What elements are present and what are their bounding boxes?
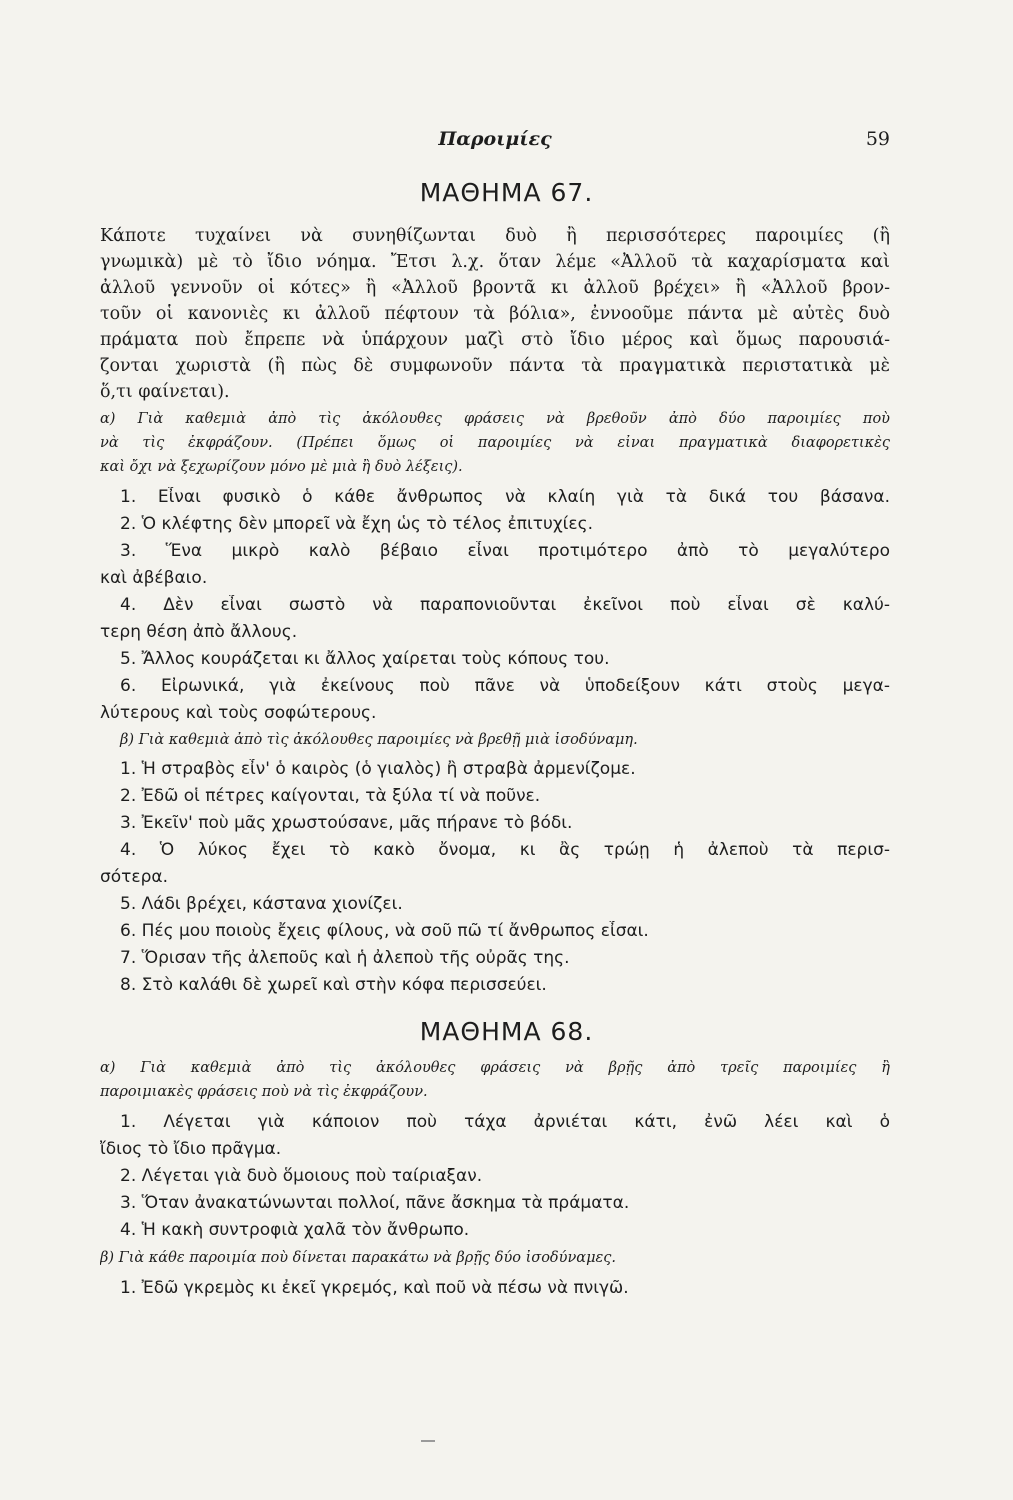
exercise-item: 3. Ἕνα μικρὸ καλὸ βέβαιο εἶναι προτιμότερο ἀπὸ τὸ μεγαλύτερο [120,541,890,561]
proverb-item: 4. Ὁ λύκος ἔχει τὸ κακὸ ὄνομα, κι ἂς τρώῃ ἡ ἀλεποὺ τὰ περισ- [120,840,890,860]
intro-line: γνωμικὰ) μὲ τὸ ἴδιο νόημα. Ἔτσι λ.χ. ὅταν λέμε «Ἀλλοῦ τὰ καχαρίσματα καὶ [100,252,890,272]
lesson-68-heading: ΜΑΘΗΜΑ 68. [419,1017,594,1046]
proverb-item: 5. Λάδι βρέχει, κάστανα χιονίζει. [120,894,403,914]
exercise-item-continuation: τερη θέση ἀπὸ ἄλλους. [100,622,298,642]
instruction-a-line: καὶ ὄχι νὰ ξεχωρίζουν μόνο μὲ μιὰ ἢ δυὸ λέξεις). [100,459,463,475]
exercise-item: 4. Δὲν εἶναι σωστὸ νὰ παραπονιοῦνται ἐκεῖνοι ποὺ εἶναι σὲ καλύ- [120,595,890,615]
exercise-item: 1. Λέγεται γιὰ κάποιον ποὺ τάχα ἀρνιέται κάτι, ἐνῶ λέει καὶ ὁ [120,1112,890,1132]
running-title: Παροιμίες [438,128,552,150]
page-number: 59 [865,128,890,150]
proverb-item: 1. Ἡ στραβὸς εἶν' ὁ καιρὸς (ὁ γιαλὸς) ἢ στραβὰ ἀρμενίζομε. [120,759,636,779]
intro-line: τοῦν οἱ κανονιὲς κι ἀλλοῦ πέφτουν τὰ βόλια», ἐννοοῦμε πάντα μὲ αὐτὲς δυὸ [100,304,890,324]
print-mark [421,1440,435,1442]
instruction-b: β) Γιὰ καθεμιὰ ἀπὸ τὶς ἀκόλουθες παροιμίες νὰ βρεθῇ μιὰ ἰσοδύναμη. [120,732,638,748]
proverb-item: 2. Ἐδῶ οἱ πέτρες καίγονται, τὰ ξύλα τί νὰ ποῦνε. [120,786,541,806]
exercise-item-continuation: καὶ ἀβέβαιο. [100,568,208,588]
intro-line: Κάποτε τυχαίνει νὰ συνηθίζωνται δυὸ ἢ περισσότερες παροιμίες (ἢ [100,226,890,246]
proverb-item: 6. Πές μου ποιοὺς ἔχεις φίλους, νὰ σοῦ πῶ τί ἄνθρωπος εἶσαι. [120,921,649,941]
instruction-a-line: παροιμιακὲς φράσεις ποὺ νὰ τὶς ἐκφράζουν. [100,1084,428,1100]
proverb-item: 8. Στὸ καλάθι δὲ χωρεῖ καὶ στὴν κόφα περισσεύει. [120,975,547,995]
intro-line: πράματα ποὺ ἔπρεπε νὰ ὑπάρχουν μαζὶ στὸ ἴδιο μέρος καὶ ὅμως παρουσιά- [100,330,890,350]
exercise-item: 5. Ἄλλος κουράζεται κι ἄλλος χαίρεται τοὺς κόπους του. [120,649,610,669]
proverb-item-continuation: σότερα. [100,867,168,887]
proverb-item: 7. Ὅρισαν τῆς ἀλεποῦς καὶ ἡ ἀλεποὺ τῆς οὐρᾶς της. [120,948,570,968]
running-header [100,128,890,158]
exercise-item-continuation: ἴδιος τὸ ἴδιο πρᾶγμα. [100,1139,282,1159]
exercise-item-continuation: λύτερους καὶ τοὺς σοφώτερους. [100,703,377,723]
proverb-item: 3. Ἐκεῖν' ποὺ μᾶς χρωστούσανε, μᾶς πήρανε τὸ βόδι. [120,813,573,833]
instruction-a-line: α) Γιὰ καθεμιὰ ἀπὸ τὶς ἀκόλουθες φράσεις νὰ βρῇς ἀπὸ τρεῖς παροιμίες ἢ [100,1060,890,1076]
intro-line: ἀλλοῦ γεννοῦν οἱ κότες» ἢ «Ἀλλοῦ βροντᾶ κι ἀλλοῦ βρέχει» ἢ «Ἀλλοῦ βρον- [100,278,890,298]
instruction-a-line: νὰ τὶς ἐκφράζουν. (Πρέπει ὅμως οἱ παροιμίες νὰ εἶναι πραγματικὰ διαφορετικὲς [100,435,890,451]
exercise-item: 4. Ἡ κακὴ συντροφιὰ χαλᾶ τὸν ἄνθρωπο. [120,1220,470,1240]
instruction-b: β) Γιὰ κάθε παροιμία ποὺ δίνεται παρακάτω νὰ βρῇς δύο ἰσοδύναμες. [100,1250,617,1266]
lesson-67-heading: ΜΑΘΗΜΑ 67. [419,178,594,207]
instruction-a-line: α) Γιὰ καθεμιὰ ἀπὸ τὶς ἀκόλουθες φράσεις νὰ βρεθοῦν ἀπὸ δύο παροιμίες ποὺ [100,411,890,427]
exercise-item: 2. Ὁ κλέφτης δὲν μπορεῖ νὰ ἔχη ὡς τὸ τέλος ἐπιτυχίες. [120,514,594,534]
proverb-item: 1. Ἐδῶ γκρεμὸς κι ἐκεῖ γκρεμός, καὶ ποῦ νὰ πέσω νὰ πνιγῶ. [120,1278,629,1298]
exercise-item: 6. Εἰρωνικά, γιὰ ἐκείνους ποὺ πᾶνε νὰ ὑποδείξουν κάτι στοὺς μεγα- [120,676,890,696]
intro-line: ὅ,τι φαίνεται). [100,382,230,402]
intro-line: ζονται χωριστὰ (ἢ πὼς δὲ συμφωνοῦν πάντα τὰ πραγματικὰ περιστατικὰ μὲ [100,356,890,376]
exercise-item: 1. Εἶναι φυσικὸ ὁ κάθε ἄνθρωπος νὰ κλαίη γιὰ τὰ δικά του βάσανα. [120,487,890,507]
exercise-item: 3. Ὅταν ἀνακατώνωνται πολλοί, πᾶνε ἄσκημα τὰ πράματα. [120,1193,630,1213]
exercise-item: 2. Λέγεται γιὰ δυὸ ὅμοιους ποὺ ταίριαξαν. [120,1166,483,1186]
